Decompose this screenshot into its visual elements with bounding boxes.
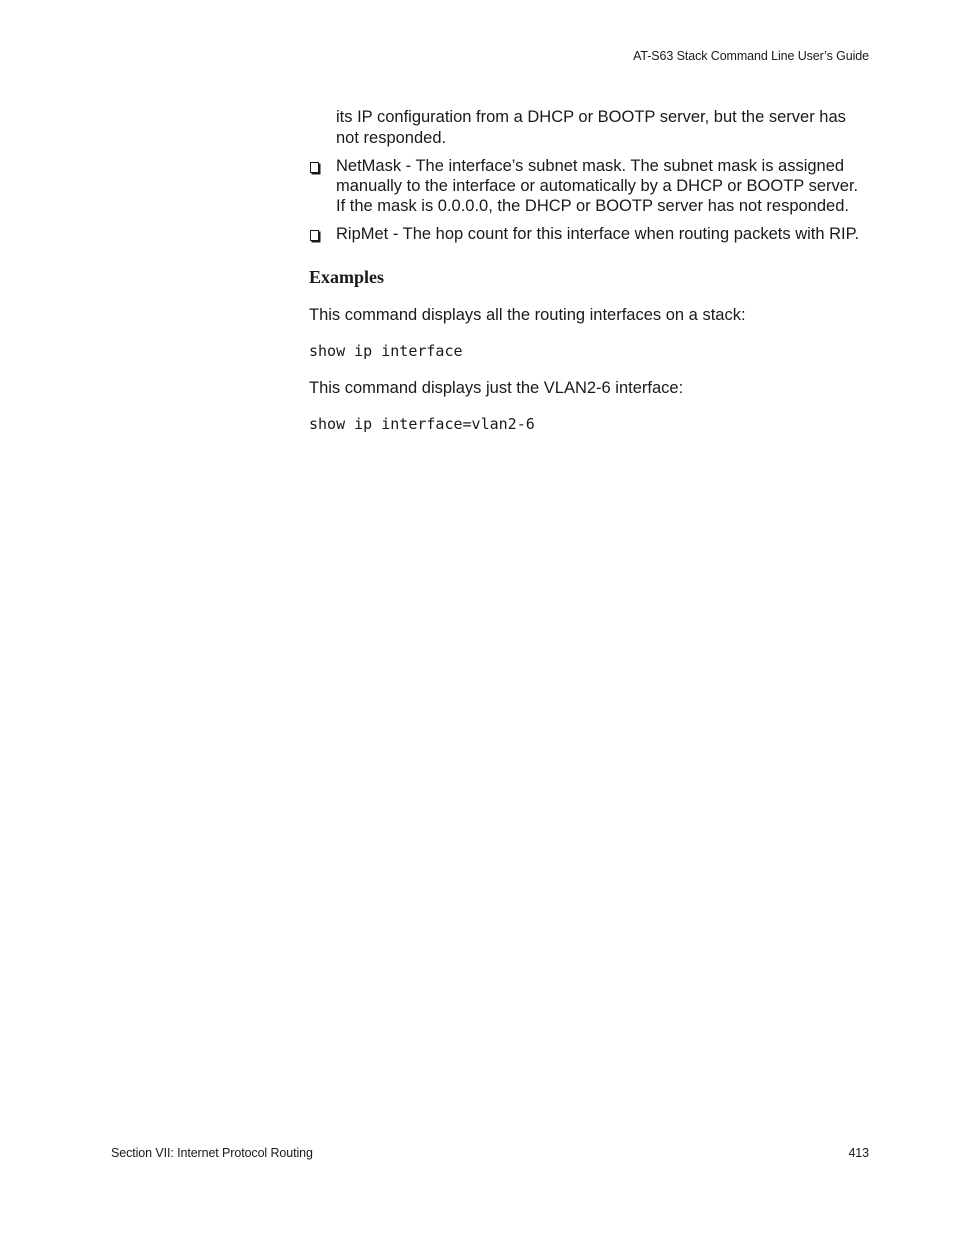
bullet-item-netmask [309, 156, 869, 216]
bullet-text: RipMet - The hop count for this interface when routing packets with RIP. [336, 225, 860, 243]
page-number: 413 [848, 1146, 869, 1160]
examples-heading: Examples [309, 267, 385, 287]
running-footer [111, 1146, 869, 1160]
running-header: AT-S63 Stack Command Line User’s Guide [633, 49, 869, 63]
checkbox-bullet-icon [310, 230, 319, 241]
bullet-text: NetMask - The interface’s subnet mask. The subnet mask is assigned manually to the interface or automatically by a DHCP or BOOTP server. If the mask is 0.0.0.0, the DHCP or BOOTP server has not responded. [336, 157, 859, 215]
example1-description: This command displays all the routing interfaces on a stack: [309, 306, 746, 324]
page-content [309, 107, 869, 434]
example2-description: This command displays just the VLAN2-6 interface: [309, 379, 684, 397]
example1-command: show ip interface [309, 342, 463, 360]
checkbox-bullet-icon [310, 162, 319, 173]
example2-command: show ip interface=vlan2-6 [309, 415, 535, 433]
continuation-paragraph: its IP configuration from a DHCP or BOOTP server, but the server has not responded. [336, 108, 846, 147]
bullet-item-ripmet [309, 224, 869, 244]
footer-section-title: Section VII: Internet Protocol Routing [111, 1146, 313, 1160]
